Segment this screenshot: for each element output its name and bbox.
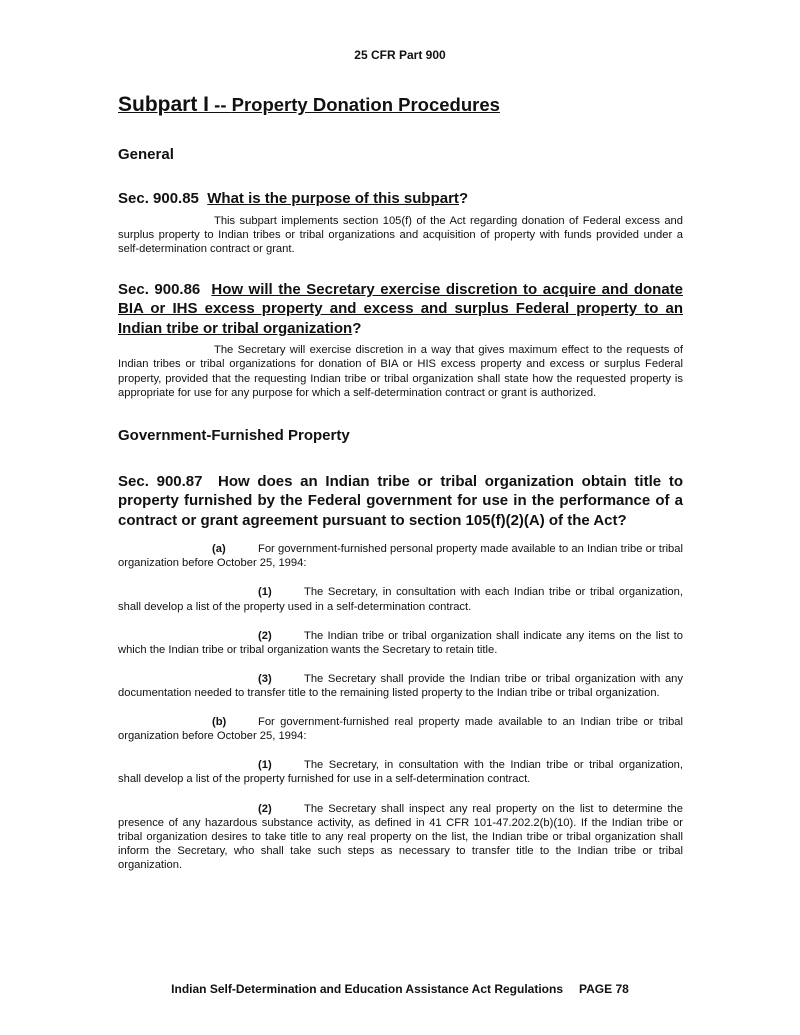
- subpart-title: [118, 93, 683, 117]
- paragraph-b2: [118, 802, 683, 873]
- sec-number: Sec. 900.85: [118, 190, 199, 207]
- sec-900-86-body: [118, 343, 683, 399]
- general-heading: General: [118, 146, 174, 163]
- paragraph-b: [118, 715, 683, 743]
- sec-900-87-heading: [118, 472, 683, 531]
- sec-number: Sec. 900.86: [118, 280, 201, 298]
- sec-body-text: The Secretary will exercise discretion in a way that gives maximum effect to the requests of Indian tribes or tribal organizations for donation of BIA or HIS excess property and excess or surplus Federal property, provided that the requesting Indian tribe or tribal organization shall state how the requested property is appropriate for use for any purpose for which a self-determination contract or grant is authorized.: [118, 344, 683, 399]
- paragraph-a1: [118, 585, 683, 613]
- running-footer: [0, 982, 800, 996]
- paragraph-text: The Secretary shall provide the Indian tribe or tribal organization with any documentation needed to transfer title to the remaining listed property to the Indian tribe or tribal organization.: [118, 672, 683, 700]
- subpart-name: Property Donation Procedures: [231, 94, 500, 115]
- paragraph-text: For government-furnished real property made available to an Indian tribe or tribal organization before October 25, 1994:: [118, 716, 683, 743]
- sec-question: How will the Secretary exercise discretion to acquire and donate BIA or IHS excess property and excess and surplus Federal property to an Indian tribe or tribal organization: [118, 280, 683, 337]
- paragraph-text: The Indian tribe or tribal organization shall indicate any items on the list to which the Indian tribe or tribal organization wants the Secretary to retain title.: [118, 629, 683, 656]
- footer-title: Indian Self-Determination and Education Assistance Act Regulations: [171, 982, 564, 996]
- sec-question: What is the purpose of this subpart: [207, 190, 459, 207]
- paragraph-a3: [118, 672, 683, 700]
- document-body: [118, 93, 683, 872]
- subpart-label: Subpart I: [118, 93, 210, 116]
- sec-body-text: This subpart implements section 105(f) of the Act regarding donation of Federal excess and surplus property to Indian tribes or tribal organizations and acquisition of property with funds provided under a self-determination contract or grant.: [118, 214, 683, 255]
- paragraph-b1: [118, 758, 683, 786]
- paragraph-label: (2): [258, 629, 272, 642]
- question-mark: ?: [352, 319, 362, 337]
- sec-question: How does an Indian tribe or tribal organization obtain title to property furnished by the Federal government for use in the performance of a contract or grant agreement pursuant to section 105(f)(2)(A) of the Act?: [118, 472, 683, 529]
- paragraph-label: (1): [258, 586, 272, 599]
- paragraph-text: The Secretary, in consultation with the Indian tribe or tribal organization, shall develop a list of the property furnished for use in a self-determination contract.: [118, 759, 683, 786]
- paragraph-text: For government-furnished personal property made available to an Indian tribe or tribal organization before October 25, 1994:: [118, 543, 683, 570]
- sec-number: Sec. 900.87: [118, 472, 203, 490]
- paragraph-label: (1): [258, 759, 272, 772]
- sec-900-85-body: [118, 214, 683, 256]
- running-header: 25 CFR Part 900: [354, 48, 446, 62]
- paragraph-a2: [118, 629, 683, 657]
- subpart-separator: --: [209, 94, 232, 115]
- paragraph-label: (2): [258, 802, 272, 815]
- sec-900-86-heading: [118, 280, 683, 339]
- sec-900-85-heading: [118, 189, 683, 209]
- government-furnished-heading: Government-Furnished Property: [118, 426, 350, 444]
- paragraph-label: (b): [212, 716, 227, 729]
- question-mark: ?: [458, 190, 469, 207]
- page-number: PAGE 78: [579, 982, 629, 996]
- paragraph-a: [118, 542, 683, 570]
- paragraph-label: (a): [212, 543, 226, 556]
- paragraph-text: The Secretary, in consultation with each Indian tribe or tribal organization, shall develop a list of the property used in a self-determination contract.: [118, 586, 683, 613]
- paragraph-label: (3): [258, 672, 272, 685]
- paragraph-text: The Secretary shall inspect any real property on the list to determine the presence of any hazardous substance activity, as defined in 41 CFR 101-47.202.2(b)(10). If the Indian tribe or tribal organization desires to take title to any real property on the list, the Indian tribe or tribal organization shall inform the Secretary, who shall take such steps as necessary to transfer title to the Indian tribe or tribal organization.: [118, 802, 683, 872]
